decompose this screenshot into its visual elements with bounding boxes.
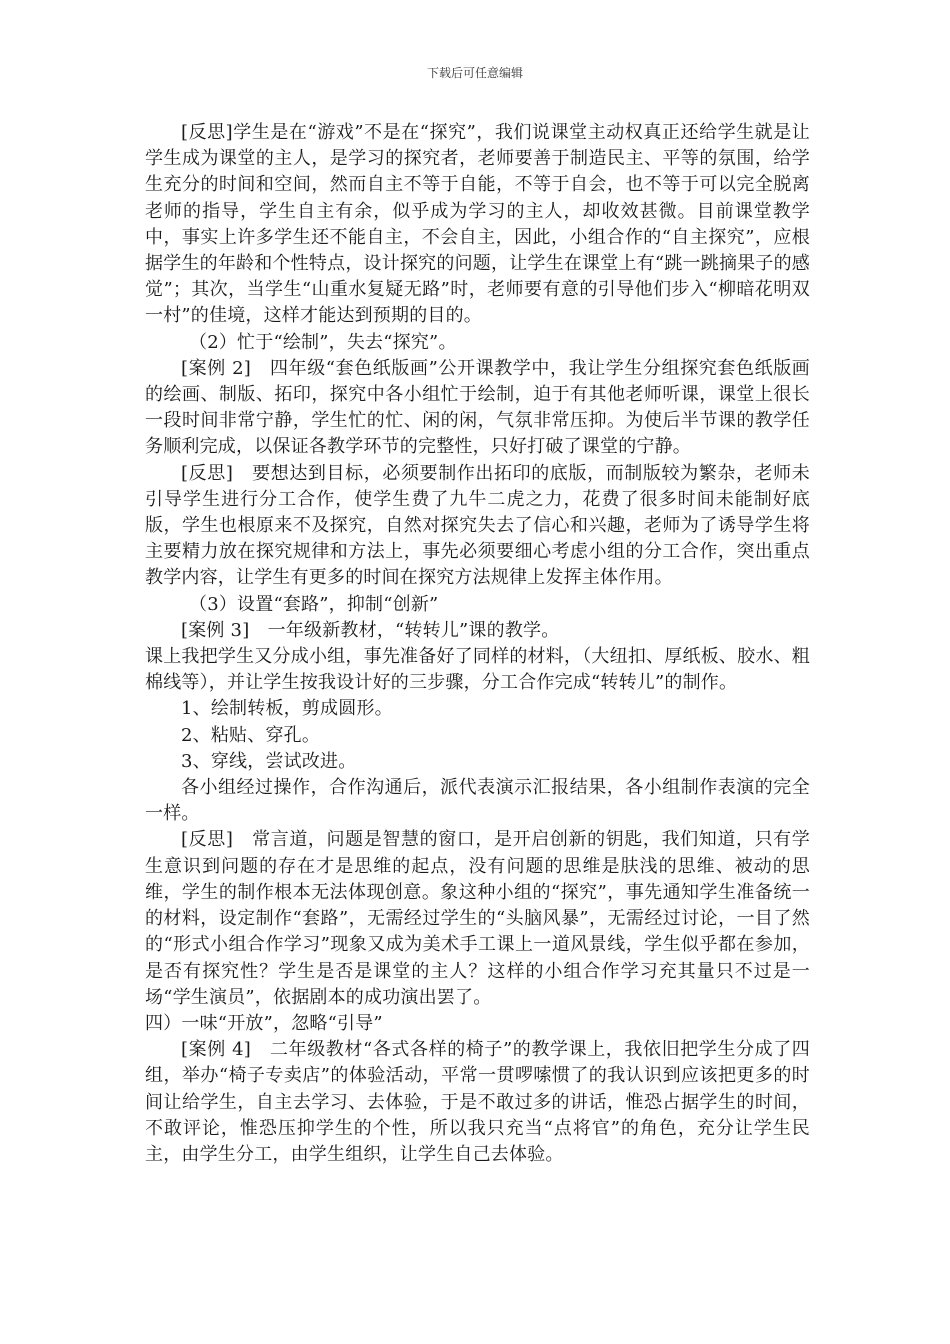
list-step-1: 1、绘制转板，剪成圆形。: [181, 698, 393, 720]
paragraph-result: 各小组经过操作，合作沟通后，派代表演示汇报结果，各小组制作表演的完全一样。: [145, 777, 810, 825]
list-step-2: 2、粘贴、穿孔。: [181, 724, 321, 746]
document-body: [145, 120, 810, 1168]
paragraph-case-2: [案例 2] 四年级“套色纸版画”公开课教学中，我让学生分组探究套色纸版画的绘画、制版、拓印，探究中各小组忙于绘制，迫于有其他老师听课，课堂上很长一段时间非常宁静，学生忙的忙、闲的闲，气氛非常压抑。为使后半节课的教学任务顺利完成，以保证各教学环节的完整性，只好打破了课堂的宁静。: [145, 357, 810, 458]
paragraph-reflection-2: [反思] 要想达到目标，必须要制作出拓印的底版，而制版较为繁杂，老师未引导学生进行分工合作，使学生费了九牛二虎之力，花费了很多时间未能制好底版，学生也根原来不及探究，自然对探究失去了信心和兴趣，老师为了诱导学生将主要精力放在探究规律和方法上，事先必须要细心考虑小组的分工合作，突出重点教学内容，让学生有更多的时间在探究方法规律上发挥主体作用。: [145, 462, 810, 589]
paragraph-case-3: [案例 3] 一年级新教材，“转转儿”课的教学。: [181, 619, 560, 641]
section-heading-2: （2）忙于“绘制”，失去“探究”。: [189, 331, 457, 353]
section-heading-4: 四）一味“开放”，忽略“引导”: [145, 1012, 383, 1034]
paragraph-reflection-3: [反思] 常言道，问题是智慧的窗口，是开启创新的钥匙，我们知道，只有学生意识到问题的存在才是思维的起点，没有问题的思维是肤浅的思维、被动的思维，学生的制作根本无法体现创意。象这种小组的“探究”，事先通知学生准备统一的材料，设定制作“套路”，无需经过学生的“头脑风暴”，无需经过讨论，一目了然的“形式小组合作学习”现象又成为美术手工课上一道风景线，学生似乎都在参加，是否有探究性？学生是否是课堂的主人？这样的小组合作学习充其量只不过是一场“学生演员”，依据剧本的成功演出罢了。: [145, 829, 810, 1008]
paragraph-case-4: [案例 4] 二年级教材“各式各样的椅子”的教学课上，我依旧把学生分成了四组，举办“椅子专卖店”的体验活动，平常一贯啰嗦惯了的我认识到应该把更多的时间让给学生，自主去学习、去体验，于是不敢过多的讲话，惟恐占据学生的时间，不敢评论，惟恐压抑学生的个性，所以我只充当“点将官”的角色，充分让学生民主，由学生分工，由学生组织，让学生自己去体验。: [145, 1039, 810, 1165]
list-step-3: 3、穿线，尝试改进。: [181, 750, 357, 772]
paragraph-reflection-1: [反思]学生是在“游戏”不是在“探究”，我们说课堂主动权真正还给学生就是让学生成为课堂的主人，是学习的探究者，老师要善于制造民主、平等的氛围，给学生充分的时间和空间，然而自主不等于自能，不等于自会，也不等于可以完全脱离老师的指导，学生自主有余，似乎成为学习的主人，却收效甚微。目前课堂教学中，事实上许多学生还不能自主，不会自主，因此，小组合作的“自主探究”，应根据学生的年龄和个性特点，设计探究的问题，让学生在课堂上有“跳一跳摘果子的感觉”；其次，当学生“山重水复疑无路”时，老师要有意的引导他们步入“柳暗花明双一村”的佳境，这样才能达到预期的目的。: [145, 122, 810, 327]
paragraph-case-3-body: 课上我把学生又分成小组，事先准备好了同样的材料，（大纽扣、厚纸板、胶水、粗棉线等），并让学生按我设计好的三步骤，分工合作完成“转转儿”的制作。: [145, 646, 810, 694]
page-header: 下载后可任意编辑: [426, 66, 523, 80]
section-heading-3: （3）设置“套路”，抑制“创新”: [189, 593, 439, 615]
